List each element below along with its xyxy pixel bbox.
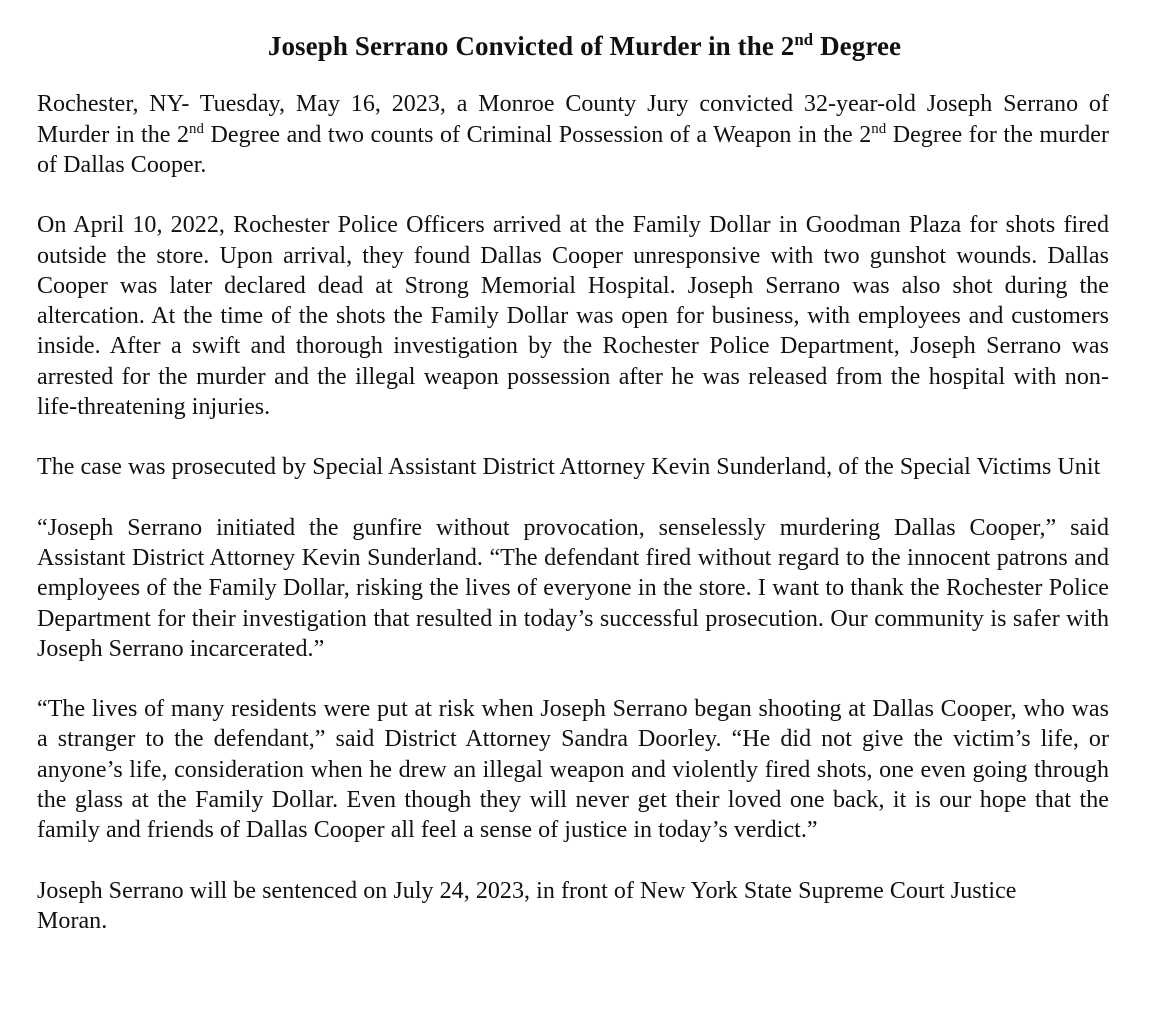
title-superscript: nd bbox=[794, 30, 814, 49]
paragraph-conviction-summary bbox=[37, 89, 1109, 180]
title-text-end: Degree bbox=[813, 31, 902, 61]
paragraph-ada-quote: “Joseph Serrano initiated the gunfire without provocation, senselessly murdering Dallas Cooper,” said Assistant District Attorney Kevin Sunderland. “The defendant fired without regard to the innocent patrons and employees of the Family Dollar, risking the lives of everyone in the store. I want to thank the Rochester Police Department for their investigation that resulted in today’s successful prosecution. Our community is safer with Joseph Serrano incarcerated.” bbox=[37, 514, 1109, 662]
paragraph-text: Degree and two counts of Criminal Possession of a Weapon in the 2 bbox=[204, 121, 872, 148]
paragraph-incident-details: On April 10, 2022, Rochester Police Officers arrived at the Family Dollar in Goodman Plaza for shots fired outside the store. Upon arrival, they found Dallas Cooper unresponsive with two gunshot wounds. Dallas Cooper was later declared dead at Strong Memorial Hospital. Joseph Serrano was also shot during the altercation. At the time of the shots the Family Dollar was open for business, with employees and customers inside. After a swift and thorough investigation by the Rochester Police Department, Joseph Serrano was arrested for the murder and the illegal weapon possession after he was released from the hospital with non-life-threatening injuries. bbox=[37, 212, 1109, 421]
paragraph-prosecutor: The case was prosecuted by Special Assistant District Attorney Kevin Sunderland, of the Special Victims Unit bbox=[37, 454, 1101, 481]
press-release-title bbox=[37, 30, 1109, 62]
paragraph-sentencing: Joseph Serrano will be sentenced on July 24, 2023, in front of New York State Supreme Court Justice Moran. bbox=[37, 877, 1017, 934]
title-text: Joseph Serrano Convicted of Murder in the 2 bbox=[267, 31, 795, 61]
ordinal-superscript: nd bbox=[189, 120, 205, 137]
paragraph-da-quote: “The lives of many residents were put at risk when Joseph Serrano began shooting at Dallas Cooper, who was a stranger to the defendant,” said District Attorney Sandra Doorley. “He did not give the victim’s life, or anyone’s life, consideration when he drew an illegal weapon and violently fired shots, one even going through the glass at the Family Dollar. Even though they will never get their loved one back, it is our hope that the family and friends of Dallas Cooper all feel a sense of justice in today’s verdict.” bbox=[37, 696, 1109, 844]
paragraph-text: Degree for the murder of Dallas Cooper. bbox=[37, 121, 1109, 178]
paragraph-text: Rochester, NY- Tuesday, May 16, 2023, a Monroe County Jury convicted 32-year-old Joseph Serrano of Murder in the 2 bbox=[37, 91, 1109, 148]
ordinal-superscript: nd bbox=[871, 120, 887, 137]
